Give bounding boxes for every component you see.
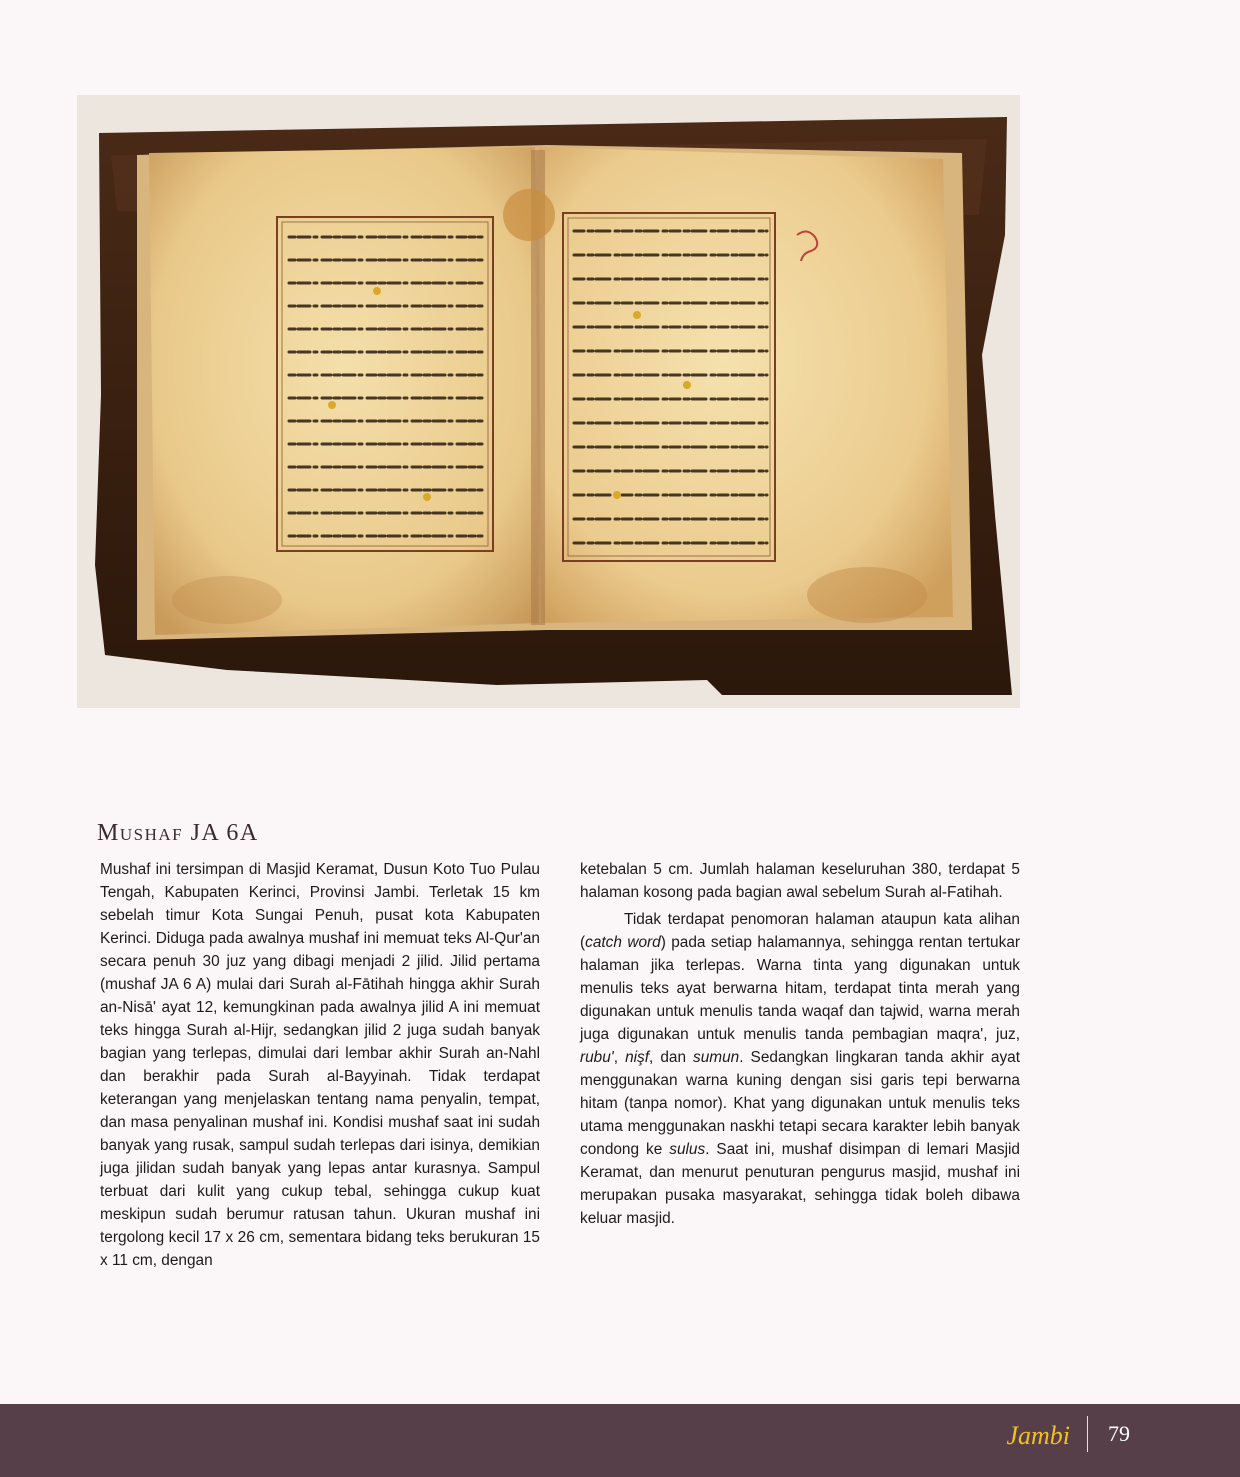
footer-bar	[0, 1404, 1240, 1477]
section-heading: Mushaf JA 6A	[97, 820, 259, 846]
text-run: Tidak terdapat penomoran halaman ataupun kata alihan (	[580, 911, 1020, 951]
text-run: . Sedangkan lingkaran tanda akhir ayat menggunakan warna kuning dengan sisi garis tepi berwarna hitam (tanpa nomor). Khat yang digunakan untuk menulis teks utama menggunakan naskhi tetapi secara karakter lebih banyak condong ke	[580, 1049, 1020, 1158]
paragraph	[580, 908, 1020, 1230]
footer-region-label: Jambi	[1006, 1421, 1070, 1450]
text-run: , dan	[649, 1049, 694, 1066]
footer-divider	[1087, 1416, 1088, 1452]
text-run: . Saat ini, mushaf disimpan di lemari Masjid Keramat, dan menurut penuturan pengurus masjid, mushaf ini merupakan pusaka masyarakat, sehingga tidak boleh dibawa keluar masjid.	[580, 1141, 1020, 1227]
text-run: ) pada setiap halamannya, sehingga rentan tertukar halaman jika terlepas. Warna tinta yang digunakan untuk menulis teks ayat berwarna hitam, terdapat tinta merah yang digunakan untuk menulis tanda waqaf dan tajwid, warna merah juga digunakan untuk menulis tanda pembagian maqra', juz,	[580, 934, 1020, 1043]
paragraph: Mushaf ini tersimpan di Masjid Keramat, Dusun Koto Tuo Pulau Tengah, Kabupaten Kerinci, Provinsi Jambi. Terletak 15 km sebelah timur Kota Sungai Penuh, pusat kota Kabupaten Kerinci. Diduga pada awalnya mushaf ini memuat teks Al-Qur'an secara penuh 30 juz yang dibagi menjadi 2 jilid. Jilid pertama (mushaf JA 6 A) mulai dari Surah al-Fātihah hingga akhir Surah an-Nisā' ayat 12, kemungkinan pada awalnya jilid A ini memuat teks hingga Surah al-Hijr, sedangkan jilid 2 juga sudah banyak bagian yang terlepas, dimulai dari lembar akhir Surah an-Nahl dan berakhir pada Surah al-Bayyinah. Tidak terdapat keterangan yang menjelaskan tentang nama penyalin, tempat, dan masa penyalinan mushaf ini. Kondisi mushaf saat ini sudah banyak yang rusak, sampul sudah terlepas dari isinya, demikian juga jilidan sudah banyak yang lepas antar kurasnya. Sampul terbuat dari kulit yang cukup tebal, sehingga cukup kuat meskipun sudah berumur ratusan tahun. Ukuran mushaf ini tergolong kecil 17 x 26 cm, sementara bidang teks berukuran 15 x 11 cm, dengan	[100, 861, 540, 1269]
text-run: ,	[613, 1049, 626, 1066]
text-column-right	[580, 858, 1020, 1230]
italic-term: rubu'	[580, 1049, 614, 1066]
italic-term: nişf	[625, 1049, 650, 1066]
paragraph: ketebalan 5 cm. Jumlah halaman keseluruhan 380, terdapat 5 halaman kosong pada bagian awal sebelum Surah al-Fatihah.	[580, 861, 1020, 901]
italic-term: sumun	[693, 1049, 740, 1066]
italic-term: sulus	[669, 1141, 706, 1158]
italic-term: catch word	[585, 934, 661, 951]
page-number: 79	[1108, 1421, 1130, 1446]
manuscript-photo	[77, 95, 1020, 708]
text-column-left	[100, 858, 540, 1272]
